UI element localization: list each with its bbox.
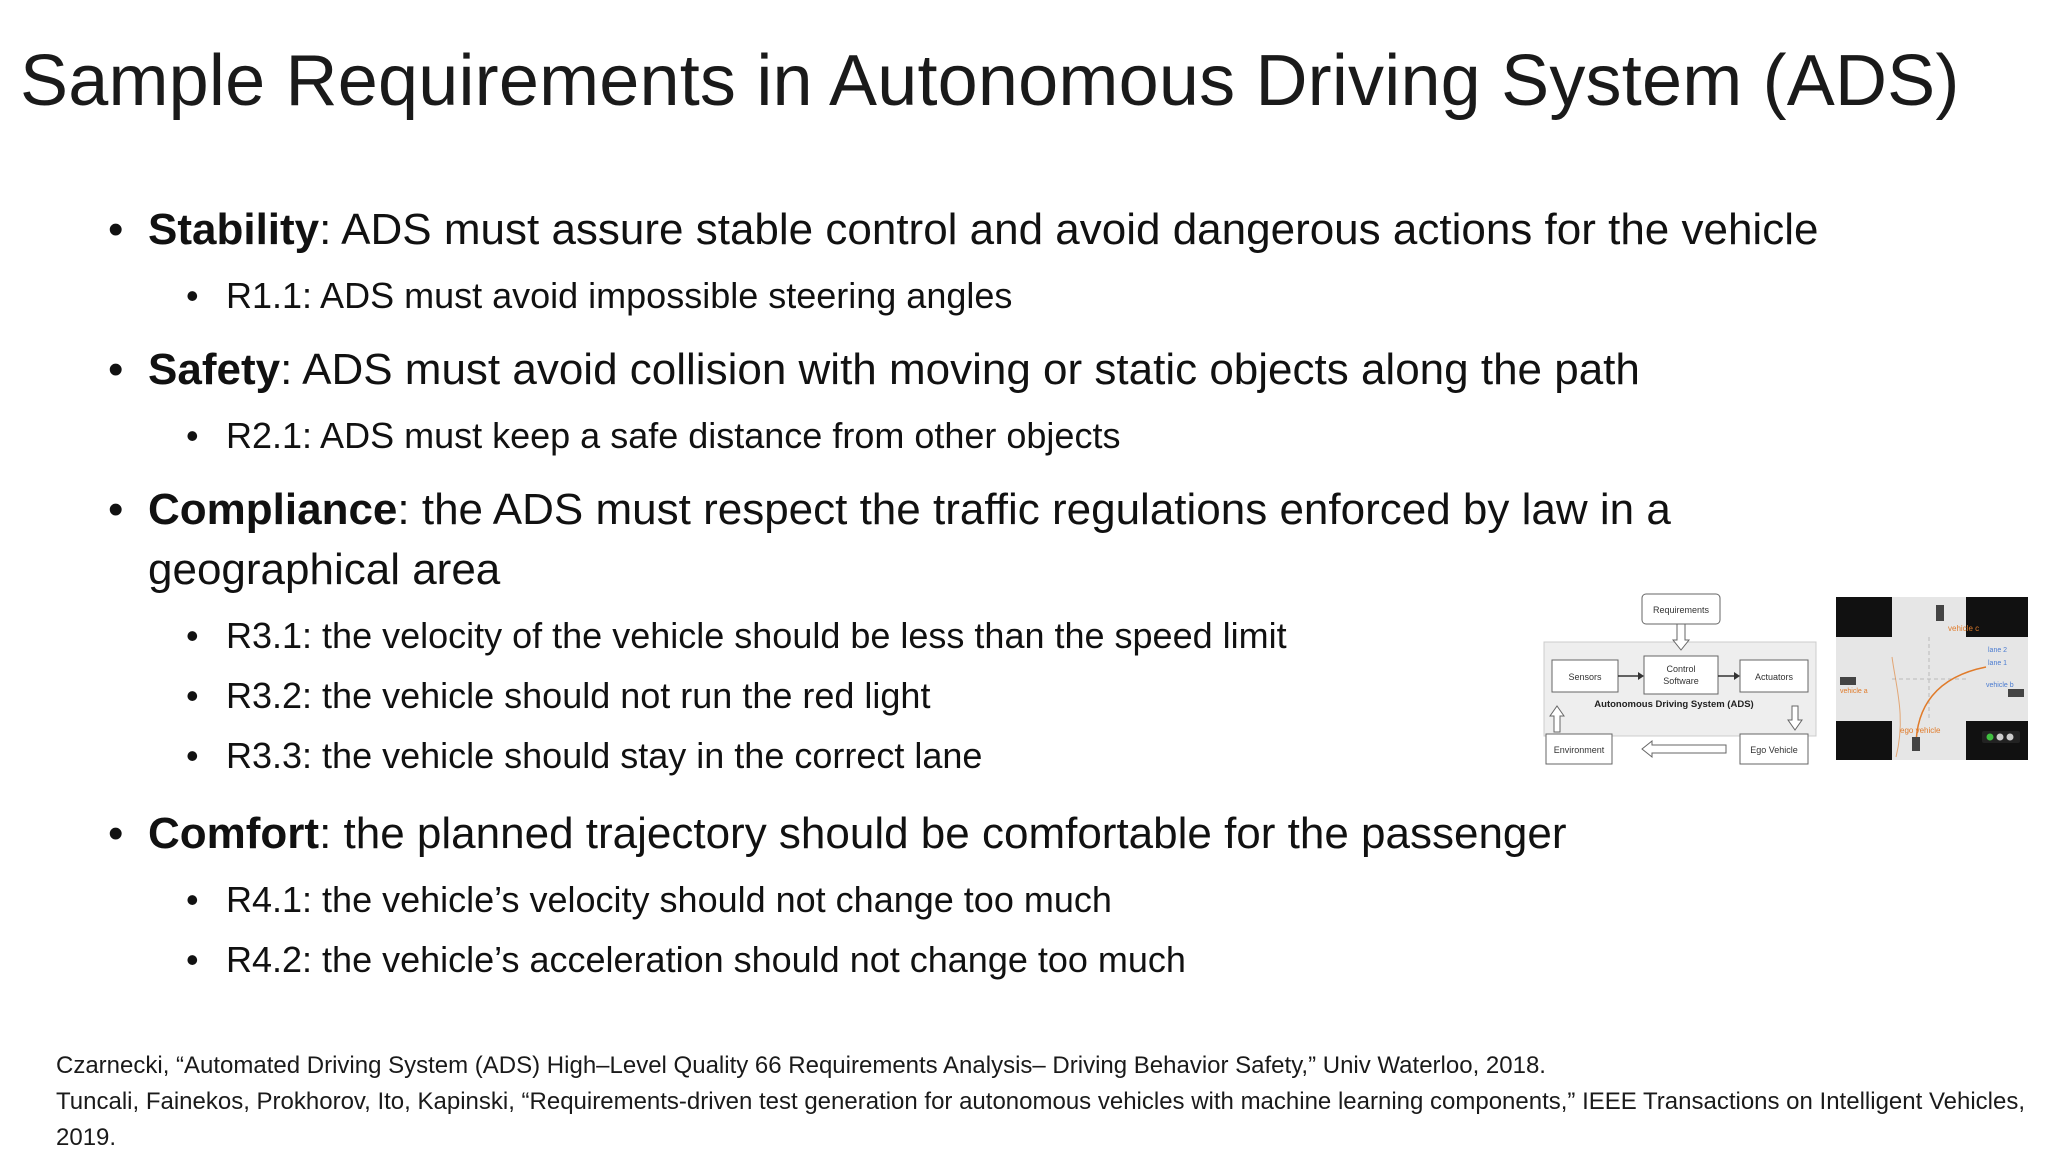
bullet-heading: Comfort (148, 809, 320, 858)
lane-2-label: lane 2 (1988, 647, 2008, 654)
left-arrow-icon (1642, 741, 1726, 757)
reference-1: Czarnecki, “Automated Driving System (ADS) High–Level Quality 66 Requirements Analysis– Driving Behavior Safety,” Univ Waterloo, 2018. (56, 1052, 1546, 1079)
sub-bullet-r3-1: • R3.1: the velocity of the vehicle should be less than the speed limit (108, 612, 1988, 660)
traffic-light-off (1997, 734, 2004, 741)
sub-bullet-r4-1: • R4.1: the vehicle’s velocity should not change too much (108, 876, 1988, 924)
reference-2: Tuncali, Fainekos, Prokhorov, Ito, Kapinski, “Requirements-driven test generation for autonomous vehicles with machine learning components,” IEEE Transactions on Intelligent Vehicles, 2019. (56, 1088, 2026, 1151)
environment-label: Environment (1553, 745, 1605, 755)
bullet-text: : ADS must avoid collision with moving or static objects along the path (280, 345, 1640, 394)
block-bottom-left (1836, 721, 1892, 760)
lane-1-label: lane 1 (1988, 660, 2008, 667)
vehicle-a-icon (1840, 677, 1856, 685)
ego-vehicle-label: ego vehicle (1900, 726, 1941, 735)
sub-bullet-r4-2: • R4.2: the vehicle’s acceleration should not change too much (108, 936, 1988, 984)
software-label: Software (1663, 676, 1699, 686)
vehicle-b-icon (2008, 689, 2024, 697)
ads-label: Autonomous Driving System (ADS) (1594, 699, 1754, 710)
block-top-left (1836, 597, 1892, 637)
ego-vehicle-label: Ego Vehicle (1750, 745, 1798, 755)
bullet-text: : ADS must assure stable control and avoid dangerous actions for the vehicle (319, 205, 1819, 254)
ego-vehicle-icon (1912, 737, 1920, 751)
bullet-text: : the planned trajectory should be comfortable for the passenger (319, 809, 1567, 858)
bullet-safety (108, 340, 1988, 400)
sub-bullet-r3-3: • R3.3: the vehicle should stay in the correct lane (108, 732, 1988, 780)
bullet-text: : the ADS must respect the traffic regulations enforced by law in a geographical area (148, 485, 1671, 594)
sub-bullet-r2-1: • R2.1: ADS must keep a safe distance from other objects (108, 412, 1988, 460)
vehicle-c-icon (1936, 605, 1944, 621)
sensors-label: Sensors (1568, 672, 1602, 682)
traffic-light-off (2007, 734, 2014, 741)
bullet-heading: Stability (148, 205, 320, 254)
bullet-heading: Safety (148, 345, 281, 394)
vehicle-b-label: vehicle b (1986, 682, 2014, 689)
bullet-heading: Compliance (148, 485, 398, 534)
actuators-label: Actuators (1754, 672, 1794, 682)
traffic-light-green (1987, 734, 1994, 741)
vehicle-a-label: vehicle a (1840, 688, 1868, 695)
ads-architecture-diagram (1540, 592, 1820, 768)
sub-bullet-r3-2: • R3.2: the vehicle should not run the red light (108, 672, 1988, 720)
control-label: Control (1666, 664, 1696, 674)
intersection-scenario-image (1836, 597, 2028, 760)
control-software-box (1644, 656, 1718, 694)
slide-title: Sample Requirements in Autonomous Driving System (ADS) (20, 41, 1960, 121)
sub-bullet-r1-1: • R1.1: ADS must avoid impossible steering angles (108, 272, 1988, 320)
bullet-comfort (108, 804, 1988, 864)
vehicle-c-label: vehicle c (1948, 624, 1980, 633)
bullet-compliance (108, 480, 1828, 600)
requirements-label: Requirements (1652, 605, 1710, 615)
bullet-stability (108, 200, 1988, 260)
references (56, 1048, 2026, 1156)
